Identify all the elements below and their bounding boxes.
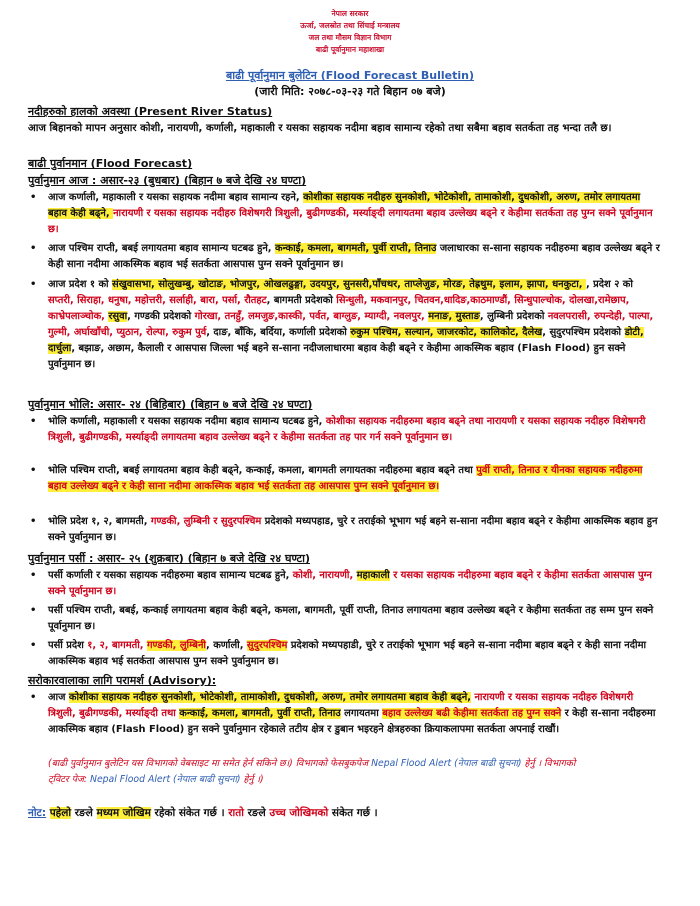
yellow-legend: पहेलो: [49, 807, 72, 819]
dayafter-bullet-1: • पर्सी कर्णाली र यसका सहायक नदीहरुमा बहाव सामान्य घटबढ हुने, कोशी, नारायणी, महाकाली र यसका सहायक नदीहरुमा बहाव बढ्ने र केहीमा सतर्कता आसपास पुग्न सक्ने पूर्वानुमान छ।: [30, 570, 652, 597]
dayafter-bullet-2: • पर्सी पश्चिम राप्ती, बबई, कन्काई लगायतमा बहाव केही बढ्ने, कमला, बागमती, पूर्वी राप्ती, तिनाउ लगायतमा बहाव उल्लेख्य बढ्ने र केहीमा सतर्कता तह सम्म पुग्न सक्ने पूर्वानुमान छ।: [30, 605, 654, 632]
advisory-heading: सरोकारवालाका लागि परामर्श (Advisory):: [28, 674, 217, 687]
tomorrow-heading: पुर्वानुमान भोलि: असार- २४ (बिहिबार) (बिहान ७ बजे देखि २४ घण्टा): [28, 398, 313, 411]
issue-date: (जारी मिति: २०७८-०३-२३ गते बिहान ०७ बजे): [254, 85, 446, 98]
today-bullet-3: • आज प्रदेश १ को संखुवासभा, सोलुखम्बु, खोटाङ, भोजपुर, ओखलढुङ्गा, उदयपुर, सुनसरी,पाँचथर, ताप्लेजुङ, मोरङ, तेह्रथुम, इलाम, झापा, धनकुटा, , प्रदेश २ को सप्तरी, सिराहा, धनुषा, महोत्तरी, सर्लाही, बारा, पर्सा, रौतहट, बागमती प्रदेशको सिन्धुली, मकवानपुर, चितवन,धादिङ,काठमाण्डौं, सिन्धुपाल्चोक, दोलखा,रामेछाप, काभ्रेपलाञ्चोक, रसुवा, गण्डकी प्रदेशको गोरखा, तनहुँ, लमजुङ,कास्की, पर्वत, बाग्लुङ, म्याग्दी, नवलपुर, मनाङ, मुस्ताङ, लुम्बिनी प्रदेशको नवलपरासी, रुपन्देही, पाल्पा, गुल्मी, अर्घाखाँची, प्युठान, रोल्पा, रुकुम पुर्व, दाङ, बाँकि, बर्दिया, कर्णाली प्रदेशको रुकुम पश्चिम, सल्यान, जाजरकोट, कालिकोट, दैलेख, सुदुरपश्चिम प्रदेशको डोटी, दार्चुला, बझाङ, अछाम, कैलाली र आसपास जिल्ला भई बहने स-साना नदीजलाधारमा बहाव केही बढ्ने र केहीमा आकस्मिक बहाव (Flash Flood) हुन सक्ने पुर्वानुमान छ।: [30, 279, 654, 370]
department-name: जल तथा मौसम विज्ञान विभाग: [308, 33, 392, 42]
advisory-bullet-1: • आज कोशीका सहायक नदीहरु सुनकोशी, भोटेकोशी, तामाकोशी, दुधकोशी, अरुण, तमोर लगायतमा बहाव केही बढ्ने, नारायणी र यसका सहायक नदीहरु विशेषगरी त्रिशुली, बुढीगण्डकी, मर्स्याङ्दी तथा कन्काई, कमला, बागमती, पुर्वी राप्ती, तिनाउ लगायतमा बहाव उल्लेख्य बढी केहीमा सतर्कता तह पुग्न सक्ने र केही स-साना नदीहरुमा आकस्मिक बहाव (Flash Flood) हुन सक्ने पुर्वानुमान रहेकाले तटीय क्षेत्र र डुबान भइरहने क्षेत्रहरुका क्रियाकलापमा सतर्कता अपनाई राखौं।: [30, 692, 656, 735]
tomorrow-bullet-2: • भोलि पश्चिम राप्ती, बबई लगायतमा बहाव केही बढ्ने, कन्काई, कमला, बागमती लगायतका नदीहरुमा बहाव बढ्ने तथा पुर्वी राप्ती, तिनाउ र यीनका सहायक नदीहरुमा बहाव उल्लेख्य बढ्ने र केही साना नदीमा आकस्मिक बहाव भई सतर्कता तह आसपास पुग्न सक्ने पूर्वानुमान छ।: [30, 465, 643, 492]
color-legend-note: नोट: पहेलो रङले मध्यम जोखिम रहेको संकेत गर्छ । रातो रङले उच्च जोखिमको संकेत गर्छ ।: [28, 807, 378, 819]
present-status-heading: नदीहरुको हालको अवस्था (Present River Status): [28, 105, 273, 118]
bulletin-title: बाढी पूर्वानुमान बुलेटिन (Flood Forecast Bulletin): [225, 69, 475, 82]
twitter-page-link[interactable]: Nepal Flood Alert (नेपाल बाढी सुचना): [89, 774, 241, 785]
dayafter-bullet-3: • पर्सी प्रदेश १, २, बागमती, गण्डकी, लुम्बिनी, कर्णाली, सुदुरपश्चिम प्रदेशको मध्यपहाडी, चुरे र तराईको भूभाग भई बहने स-साना नदीमा बहाव बढ्ने र केही साना नदीमा आकस्मिक बहाव भई सतर्कता आसपास पुग्न सक्ने पुर्वानुमान छ।: [30, 640, 647, 667]
social-media-note: (बाढी पुर्वानुमान बुलेटिन यस विभागको वेबसाइट मा समेत हेर्न सकिने छ।) विभागको फेसबुकपेज Nepal Flood Alert (नेपाल बाढी सुचना) हेर्नु । विभागको ट्विटर पेज: Nepal Flood Alert (नेपाल बाढी सुचना) हेर्नु ।): [48, 758, 576, 785]
forecast-heading: बाढी पुर्वानमान (Flood Forecast): [28, 157, 193, 170]
tomorrow-bullet-3: • भोलि प्रदेश १, २, बागमती, गण्डकी, लुम्बिनी र सुदुरपश्चिम प्रदेशको मध्यपहाड, चुरे र तराईको भूभाग भई बहने स-साना नदीमा बहाव बढ्ने र केहीमा आकस्मिक बहाव हुन सक्ने पुर्वानुमान छ।: [30, 516, 658, 543]
today-bullet-2: • आज पश्चिम राप्ती, बबई लगायतमा बहाव सामान्य घटबढ हुने, कन्काई, कमला, बागमती, पुर्वी राप्ती, तिनाउ जलाधारका स-साना सहायक नदीहरुमा बहाव उल्लेख्य बढ्ने र केही साना नदीमा आकस्मिक बहाव भई सतर्कता आसपास पुग्न सक्ने पूर्वानुमान छ।: [30, 243, 660, 270]
gov-name: नेपाल सरकार: [331, 9, 369, 18]
red-legend: रातो: [228, 807, 244, 819]
facebook-page-link[interactable]: Nepal Flood Alert (नेपाल बाढी सुचना): [371, 758, 522, 769]
today-heading: पुर्वानुमान आज : असार-२३ (बुधबार) (बिहान ७ बजे देखि २४ घण्टा): [28, 174, 307, 187]
tomorrow-bullet-1: • भोलि कर्णाली, महाकाली र यसका सहायक नदीमा बहाव सामान्य घटबढ हुने, कोशीका सहायक नदीहरुमा बहाव बढ्ने तथा नारायणी र यसका सहायक नदीहरु विशेषगरी त्रिशुली, बुढीगण्डकी, मर्स्याङ्दी लगायतमा बहाव उल्लेख्य बढ्ने र केहीमा सतर्कता तह पार गर्न सक्ने पूर्वानुमान छ।: [30, 416, 646, 443]
note-label: नोट:: [28, 807, 47, 819]
ministry-name: ऊर्जा, जलस्रोत तथा सिंचाई मन्त्रालय: [300, 21, 400, 30]
dayafter-heading: पुर्वानुमान पर्सी : असार- २५ (शुक्रबार) (बिहान ७ बजे देखि २४ घण्टा): [28, 552, 310, 565]
present-status-text: आज बिहानको मापन अनुसार कोशी, नारायणी, कर्णाली, महाकाली र यसका सहायक नदीमा बहाव सामान्य रहेको तथा सबैमा बहाव सतर्कता तह भन्दा तलै छ।: [28, 123, 612, 134]
division-name: बाढी पूर्वानुमान महाशाखा: [315, 45, 385, 54]
today-bullet-1: • आज कर्णाली, महाकाली र यसका सहायक नदीमा बहाव सामान्य रहने, कोशीका सहायक नदीहरु सुनकोशी, भोटेकोशी, तामाकोशी, दुधकोशी, अरुण, तमोर लगायतमा बहाव केही बढ्ने, नारायणी र यसका सहायक नदीहरु विशेषगरी त्रिशुली, बुढीगण्डकी, मर्स्याङ्दी लगायतमा बहाव उल्लेख्य बढ्ने र केहीमा सतर्कता तह पुग्न सक्ने पूर्वानुमान छ।: [30, 192, 653, 235]
